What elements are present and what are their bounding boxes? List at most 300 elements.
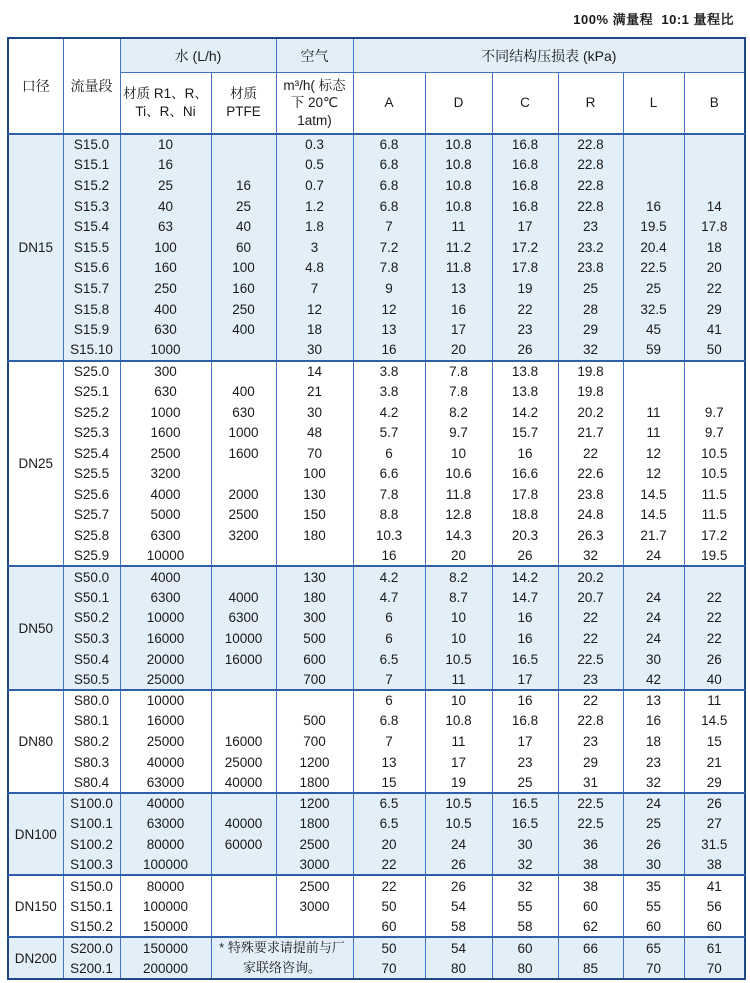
cell-pressure-b: 29 bbox=[684, 772, 745, 793]
cell-pressure-d: 24 bbox=[425, 834, 492, 855]
cell-pressure-c: 32 bbox=[492, 855, 558, 876]
cell-water-metal: 630 bbox=[120, 381, 211, 402]
cell-pressure-c: 20.3 bbox=[492, 525, 558, 546]
cell-pressure-b: 10.5 bbox=[684, 443, 745, 464]
cell-pressure-l: 21.7 bbox=[623, 525, 684, 546]
cell-pressure-d: 11 bbox=[425, 669, 492, 690]
cell-water-ptfe: 400 bbox=[211, 319, 276, 340]
cell-pressure-l: 24 bbox=[623, 628, 684, 649]
cell-pressure-a: 4.7 bbox=[353, 587, 425, 608]
cell-pressure-b bbox=[684, 566, 745, 587]
cell-pressure-c: 16.5 bbox=[492, 649, 558, 670]
cell-pressure-b: 11.5 bbox=[684, 505, 745, 526]
cell-flow-segment: S15.1 bbox=[63, 155, 120, 176]
cell-water-ptfe bbox=[211, 855, 276, 876]
cell-water-metal: 100000 bbox=[120, 855, 211, 876]
cell-pressure-b: 29 bbox=[684, 299, 745, 320]
cell-pressure-b: 27 bbox=[684, 814, 745, 835]
header-pressure-col-a: A bbox=[353, 73, 425, 135]
cell-pressure-r: 22.5 bbox=[558, 793, 623, 814]
cell-pressure-l: 24 bbox=[623, 587, 684, 608]
cell-pressure-d: 26 bbox=[425, 855, 492, 876]
cell-water-metal: 3200 bbox=[120, 464, 211, 485]
cell-pressure-r: 22 bbox=[558, 608, 623, 629]
cell-air: 30 bbox=[276, 340, 353, 361]
cell-water-ptfe: 25 bbox=[211, 196, 276, 217]
cell-pressure-a: 50 bbox=[353, 937, 425, 958]
cell-pressure-b: 60 bbox=[684, 917, 745, 938]
cell-pressure-a: 70 bbox=[353, 958, 425, 979]
cell-pressure-c: 58 bbox=[492, 917, 558, 938]
cell-pressure-a: 7 bbox=[353, 216, 425, 237]
table-row-s150-1 bbox=[8, 896, 745, 917]
cell-flow-segment: S150.2 bbox=[63, 917, 120, 938]
cell-pressure-b: 14 bbox=[684, 196, 745, 217]
cell-pressure-c: 16 bbox=[492, 628, 558, 649]
cell-pressure-b: 41 bbox=[684, 875, 745, 896]
cell-water-ptfe: 6300 bbox=[211, 608, 276, 629]
cell-water-metal: 16 bbox=[120, 155, 211, 176]
cell-flow-segment: S15.2 bbox=[63, 175, 120, 196]
table-row-s15-5 bbox=[8, 237, 745, 258]
cell-pressure-b: 11.5 bbox=[684, 484, 745, 505]
cell-pressure-d: 10.6 bbox=[425, 464, 492, 485]
cell-pressure-c: 18.8 bbox=[492, 505, 558, 526]
cell-pressure-d: 80 bbox=[425, 958, 492, 979]
cell-flow-segment: S25.0 bbox=[63, 361, 120, 382]
cell-pressure-l: 30 bbox=[623, 855, 684, 876]
cell-pressure-r: 22.8 bbox=[558, 196, 623, 217]
cell-pressure-l: 11 bbox=[623, 422, 684, 443]
cell-pressure-r: 22.6 bbox=[558, 464, 623, 485]
cell-pressure-c: 15.7 bbox=[492, 422, 558, 443]
cell-pressure-l bbox=[623, 566, 684, 587]
cell-pressure-c: 22 bbox=[492, 299, 558, 320]
cell-pressure-a: 7 bbox=[353, 669, 425, 690]
cell-pressure-a: 7.8 bbox=[353, 484, 425, 505]
cell-flow-segment: S100.3 bbox=[63, 855, 120, 876]
cell-water-metal: 100 bbox=[120, 237, 211, 258]
cell-air: 2500 bbox=[276, 834, 353, 855]
cell-flow-segment: S100.1 bbox=[63, 814, 120, 835]
cell-air: 70 bbox=[276, 443, 353, 464]
cell-pressure-c: 16.8 bbox=[492, 196, 558, 217]
cell-pressure-l: 24 bbox=[623, 608, 684, 629]
cell-flow-segment: S15.4 bbox=[63, 216, 120, 237]
cell-air: 150 bbox=[276, 505, 353, 526]
cell-pressure-c: 32 bbox=[492, 875, 558, 896]
cell-pressure-l: 42 bbox=[623, 669, 684, 690]
cell-water-ptfe: 60 bbox=[211, 237, 276, 258]
cell-pressure-a: 60 bbox=[353, 917, 425, 938]
cell-pressure-r: 31 bbox=[558, 772, 623, 793]
cell-pressure-l: 45 bbox=[623, 319, 684, 340]
cell-pressure-a: 16 bbox=[353, 340, 425, 361]
cell-pressure-c: 14.2 bbox=[492, 566, 558, 587]
cell-pressure-c: 13.8 bbox=[492, 381, 558, 402]
cell-water-metal: 150000 bbox=[120, 917, 211, 938]
table-row-s100-0 bbox=[8, 793, 745, 814]
header-air-group: 空气 bbox=[276, 38, 353, 73]
table-row-s15-1 bbox=[8, 155, 745, 176]
cell-pressure-r: 26.3 bbox=[558, 525, 623, 546]
cell-pressure-a: 10.3 bbox=[353, 525, 425, 546]
cell-pressure-a: 6.8 bbox=[353, 196, 425, 217]
cell-flow-segment: S25.5 bbox=[63, 464, 120, 485]
cell-water-metal: 2500 bbox=[120, 443, 211, 464]
flow-spec-table bbox=[7, 37, 746, 980]
cell-air: 1800 bbox=[276, 772, 353, 793]
cell-air: 0.7 bbox=[276, 175, 353, 196]
cell-pressure-b: 61 bbox=[684, 937, 745, 958]
cell-water-metal: 25 bbox=[120, 175, 211, 196]
cell-pressure-r: 23.8 bbox=[558, 258, 623, 279]
cell-pressure-r: 22.8 bbox=[558, 134, 623, 155]
cell-pressure-r: 32 bbox=[558, 546, 623, 567]
cell-pressure-d: 16 bbox=[425, 299, 492, 320]
cell-flow-segment: S80.2 bbox=[63, 731, 120, 752]
cell-pressure-a: 6.8 bbox=[353, 711, 425, 732]
table-row-s50-5 bbox=[8, 669, 745, 690]
cell-air: 3000 bbox=[276, 855, 353, 876]
table-row-s50-1 bbox=[8, 587, 745, 608]
cell-flow-segment: S15.5 bbox=[63, 237, 120, 258]
cell-pressure-r: 22.5 bbox=[558, 814, 623, 835]
cell-pressure-c: 17.2 bbox=[492, 237, 558, 258]
cell-air: 21 bbox=[276, 381, 353, 402]
table-row-s150-0 bbox=[8, 875, 745, 896]
cell-air bbox=[276, 690, 353, 711]
cell-water-ptfe bbox=[211, 793, 276, 814]
cell-water-metal: 6300 bbox=[120, 587, 211, 608]
cell-pressure-r: 22.5 bbox=[558, 649, 623, 670]
cell-water-ptfe bbox=[211, 546, 276, 567]
cell-air: 700 bbox=[276, 731, 353, 752]
cell-pressure-r: 62 bbox=[558, 917, 623, 938]
table-row-s80-0 bbox=[8, 690, 745, 711]
cell-pressure-c: 16 bbox=[492, 690, 558, 711]
table-row-s80-2 bbox=[8, 731, 745, 752]
table-row-s100-1 bbox=[8, 814, 745, 835]
cell-pressure-b: 40 bbox=[684, 669, 745, 690]
header-diameter: 口径 bbox=[8, 38, 63, 134]
cell-water-ptfe: 2000 bbox=[211, 484, 276, 505]
cell-air: 1800 bbox=[276, 814, 353, 835]
cell-pressure-c: 16.8 bbox=[492, 175, 558, 196]
cell-air: 130 bbox=[276, 566, 353, 587]
cell-pressure-b: 26 bbox=[684, 793, 745, 814]
cell-pressure-d: 10.8 bbox=[425, 196, 492, 217]
cell-pressure-d: 11 bbox=[425, 216, 492, 237]
table-row-s15-10 bbox=[8, 340, 745, 361]
cell-pressure-d: 10.5 bbox=[425, 649, 492, 670]
cell-flow-segment: S25.2 bbox=[63, 402, 120, 423]
cell-flow-segment: S25.3 bbox=[63, 422, 120, 443]
cell-pressure-b: 20 bbox=[684, 258, 745, 279]
cell-pressure-d: 10.8 bbox=[425, 711, 492, 732]
cell-water-ptfe bbox=[211, 361, 276, 382]
cell-pressure-c: 13.8 bbox=[492, 361, 558, 382]
cell-pressure-l: 23 bbox=[623, 752, 684, 773]
cell-water-ptfe bbox=[211, 711, 276, 732]
cell-pressure-l: 14.5 bbox=[623, 484, 684, 505]
cell-air: 18 bbox=[276, 319, 353, 340]
cell-pressure-a: 22 bbox=[353, 855, 425, 876]
table-row-s15-3 bbox=[8, 196, 745, 217]
cell-air bbox=[276, 917, 353, 938]
cell-pressure-d: 9.7 bbox=[425, 422, 492, 443]
table-row-s15-7 bbox=[8, 278, 745, 299]
cell-pressure-r: 29 bbox=[558, 752, 623, 773]
cell-flow-segment: S50.5 bbox=[63, 669, 120, 690]
cell-pressure-b: 19.5 bbox=[684, 546, 745, 567]
cell-pressure-a: 8.8 bbox=[353, 505, 425, 526]
cell-pressure-r: 22 bbox=[558, 628, 623, 649]
cell-flow-segment: S50.2 bbox=[63, 608, 120, 629]
cell-pressure-l: 25 bbox=[623, 814, 684, 835]
cell-pressure-a: 7.8 bbox=[353, 258, 425, 279]
cell-flow-segment: S50.0 bbox=[63, 566, 120, 587]
cell-water-metal: 63000 bbox=[120, 772, 211, 793]
cell-pressure-b bbox=[684, 361, 745, 382]
cell-flow-segment: S80.3 bbox=[63, 752, 120, 773]
cell-flow-segment: S100.2 bbox=[63, 834, 120, 855]
cell-pressure-a: 16 bbox=[353, 546, 425, 567]
cell-pressure-l: 16 bbox=[623, 196, 684, 217]
cell-water-metal: 80000 bbox=[120, 834, 211, 855]
cell-flow-segment: S15.7 bbox=[63, 278, 120, 299]
table-row-s15-4 bbox=[8, 216, 745, 237]
table-row-s25-7 bbox=[8, 505, 745, 526]
cell-flow-segment: S80.1 bbox=[63, 711, 120, 732]
cell-pressure-d: 58 bbox=[425, 917, 492, 938]
cell-diameter: DN25 bbox=[8, 361, 63, 567]
table-row-s25-0 bbox=[8, 361, 745, 382]
cell-pressure-l: 12 bbox=[623, 464, 684, 485]
cell-pressure-r: 23 bbox=[558, 731, 623, 752]
cell-pressure-b: 9.7 bbox=[684, 402, 745, 423]
cell-water-ptfe: 4000 bbox=[211, 587, 276, 608]
cell-pressure-d: 12.8 bbox=[425, 505, 492, 526]
table-row-s15-0 bbox=[8, 134, 745, 155]
cell-pressure-r: 22.8 bbox=[558, 711, 623, 732]
cell-water-metal: 100000 bbox=[120, 896, 211, 917]
header-pressure-col-b: B bbox=[684, 73, 745, 135]
cell-water-ptfe: 400 bbox=[211, 381, 276, 402]
cell-pressure-d: 10 bbox=[425, 443, 492, 464]
cell-pressure-b: 56 bbox=[684, 896, 745, 917]
header-pressure-col-r: R bbox=[558, 73, 623, 135]
cell-pressure-c: 16.5 bbox=[492, 793, 558, 814]
cell-water-ptfe: 25000 bbox=[211, 752, 276, 773]
cell-pressure-r: 19.8 bbox=[558, 381, 623, 402]
cell-pressure-a: 5.7 bbox=[353, 422, 425, 443]
cell-pressure-r: 22.8 bbox=[558, 155, 623, 176]
cell-pressure-a: 7 bbox=[353, 731, 425, 752]
table-row-s50-2 bbox=[8, 608, 745, 629]
cell-water-metal: 16000 bbox=[120, 711, 211, 732]
cell-flow-segment: S15.6 bbox=[63, 258, 120, 279]
cell-water-ptfe: 2500 bbox=[211, 505, 276, 526]
cell-pressure-l: 32.5 bbox=[623, 299, 684, 320]
cell-pressure-b: 41 bbox=[684, 319, 745, 340]
cell-flow-segment: S150.0 bbox=[63, 875, 120, 896]
cell-water-ptfe: 40000 bbox=[211, 772, 276, 793]
cell-air: 3 bbox=[276, 237, 353, 258]
cell-pressure-l: 18 bbox=[623, 731, 684, 752]
cell-pressure-d: 8.2 bbox=[425, 566, 492, 587]
table-row-s100-3 bbox=[8, 855, 745, 876]
cell-pressure-c: 26 bbox=[492, 546, 558, 567]
cell-pressure-b: 22 bbox=[684, 278, 745, 299]
cell-pressure-a: 7.2 bbox=[353, 237, 425, 258]
cell-pressure-a: 6 bbox=[353, 443, 425, 464]
cell-flow-segment: S200.0 bbox=[63, 937, 120, 958]
cell-air: 600 bbox=[276, 649, 353, 670]
cell-diameter: DN15 bbox=[8, 134, 63, 361]
table-row-s150-2 bbox=[8, 917, 745, 938]
cell-pressure-a: 6 bbox=[353, 628, 425, 649]
header-flow-segment: 流量段 bbox=[63, 38, 120, 134]
cell-pressure-c: 55 bbox=[492, 896, 558, 917]
cell-pressure-c: 17 bbox=[492, 731, 558, 752]
cell-pressure-a: 4.2 bbox=[353, 566, 425, 587]
cell-pressure-r: 19.8 bbox=[558, 361, 623, 382]
table-row-s15-2 bbox=[8, 175, 745, 196]
cell-pressure-d: 10.8 bbox=[425, 134, 492, 155]
cell-air: 180 bbox=[276, 525, 353, 546]
cell-pressure-l: 20.4 bbox=[623, 237, 684, 258]
cell-water-metal: 250 bbox=[120, 278, 211, 299]
cell-water-ptfe: 16000 bbox=[211, 649, 276, 670]
cell-pressure-a: 6.5 bbox=[353, 649, 425, 670]
cell-air bbox=[276, 546, 353, 567]
header-air-unit: m³/h( 标态下 20℃ 1atm) bbox=[276, 73, 353, 135]
cell-pressure-b: 10.5 bbox=[684, 464, 745, 485]
cell-pressure-r: 32 bbox=[558, 340, 623, 361]
cell-pressure-a: 20 bbox=[353, 834, 425, 855]
cell-pressure-a: 6.8 bbox=[353, 134, 425, 155]
cell-air: 48 bbox=[276, 422, 353, 443]
cell-pressure-l: 12 bbox=[623, 443, 684, 464]
cell-pressure-a: 6 bbox=[353, 608, 425, 629]
cell-pressure-d: 20 bbox=[425, 546, 492, 567]
cell-pressure-c: 16.8 bbox=[492, 711, 558, 732]
table-row-s80-4 bbox=[8, 772, 745, 793]
cell-pressure-a: 6.8 bbox=[353, 175, 425, 196]
cell-pressure-d: 14.3 bbox=[425, 525, 492, 546]
cell-water-metal: 630 bbox=[120, 319, 211, 340]
cell-pressure-d: 10 bbox=[425, 690, 492, 711]
cell-water-metal: 10000 bbox=[120, 546, 211, 567]
cell-pressure-d: 10 bbox=[425, 608, 492, 629]
table-row-s100-2 bbox=[8, 834, 745, 855]
cell-water-metal: 150000 bbox=[120, 937, 211, 958]
cell-water-metal: 40000 bbox=[120, 752, 211, 773]
cell-pressure-r: 21.7 bbox=[558, 422, 623, 443]
cell-air: 30 bbox=[276, 402, 353, 423]
cell-pressure-a: 12 bbox=[353, 299, 425, 320]
cell-pressure-r: 22.8 bbox=[558, 175, 623, 196]
cell-water-ptfe: 16 bbox=[211, 175, 276, 196]
cell-water-ptfe: 160 bbox=[211, 278, 276, 299]
cell-pressure-l: 59 bbox=[623, 340, 684, 361]
cell-pressure-l: 70 bbox=[623, 958, 684, 979]
cell-water-ptfe: 16000 bbox=[211, 731, 276, 752]
cell-pressure-l: 25 bbox=[623, 278, 684, 299]
cell-air: 12 bbox=[276, 299, 353, 320]
cell-pressure-b: 31.5 bbox=[684, 834, 745, 855]
cell-flow-segment: S25.6 bbox=[63, 484, 120, 505]
cell-pressure-l: 30 bbox=[623, 649, 684, 670]
cell-water-ptfe bbox=[211, 464, 276, 485]
cell-pressure-a: 9 bbox=[353, 278, 425, 299]
cell-flow-segment: S15.8 bbox=[63, 299, 120, 320]
cell-pressure-d: 8.2 bbox=[425, 402, 492, 423]
cell-pressure-l: 65 bbox=[623, 937, 684, 958]
cell-pressure-c: 30 bbox=[492, 834, 558, 855]
cell-flow-segment: S50.1 bbox=[63, 587, 120, 608]
table-row-s200-0 bbox=[8, 937, 745, 958]
cell-pressure-l: 13 bbox=[623, 690, 684, 711]
cell-pressure-r: 66 bbox=[558, 937, 623, 958]
cell-pressure-a: 13 bbox=[353, 319, 425, 340]
cell-pressure-l: 32 bbox=[623, 772, 684, 793]
cell-pressure-l: 24 bbox=[623, 546, 684, 567]
cell-water-ptfe bbox=[211, 875, 276, 896]
cell-pressure-d: 10 bbox=[425, 628, 492, 649]
cell-water-metal: 400 bbox=[120, 299, 211, 320]
cell-pressure-c: 14.7 bbox=[492, 587, 558, 608]
table-row-s200-1 bbox=[8, 958, 745, 979]
cell-pressure-r: 23.8 bbox=[558, 484, 623, 505]
cell-pressure-a: 22 bbox=[353, 875, 425, 896]
cell-pressure-b: 9.7 bbox=[684, 422, 745, 443]
cell-pressure-c: 17.8 bbox=[492, 484, 558, 505]
cell-pressure-b bbox=[684, 175, 745, 196]
cell-pressure-b bbox=[684, 134, 745, 155]
cell-air: 14 bbox=[276, 361, 353, 382]
cell-air: 7 bbox=[276, 278, 353, 299]
cell-air: 3000 bbox=[276, 896, 353, 917]
cell-water-metal: 63000 bbox=[120, 814, 211, 835]
cell-pressure-r: 22 bbox=[558, 443, 623, 464]
cell-pressure-d: 11 bbox=[425, 731, 492, 752]
cell-pressure-l: 11 bbox=[623, 402, 684, 423]
cell-water-ptfe bbox=[211, 340, 276, 361]
header-pressure-group: 不同结构压损表 (kPa) bbox=[353, 38, 745, 73]
cell-pressure-a: 15 bbox=[353, 772, 425, 793]
cell-pressure-c: 60 bbox=[492, 937, 558, 958]
cell-pressure-l: 24 bbox=[623, 793, 684, 814]
cell-water-metal: 300 bbox=[120, 361, 211, 382]
cell-pressure-r: 38 bbox=[558, 855, 623, 876]
cell-water-ptfe: 1600 bbox=[211, 443, 276, 464]
cell-air: 0.5 bbox=[276, 155, 353, 176]
cell-pressure-d: 26 bbox=[425, 875, 492, 896]
cell-air: 4.8 bbox=[276, 258, 353, 279]
cell-pressure-a: 3.8 bbox=[353, 361, 425, 382]
table-row-s50-4 bbox=[8, 649, 745, 670]
cell-flow-segment: S15.3 bbox=[63, 196, 120, 217]
cell-pressure-d: 10.8 bbox=[425, 155, 492, 176]
range-note: 100% 满量程 10:1 量程比 bbox=[573, 12, 734, 27]
cell-pressure-c: 16.6 bbox=[492, 464, 558, 485]
cell-water-ptfe: 40000 bbox=[211, 814, 276, 835]
cell-flow-segment: S150.1 bbox=[63, 896, 120, 917]
cell-pressure-c: 14.2 bbox=[492, 402, 558, 423]
cell-pressure-d: 11.2 bbox=[425, 237, 492, 258]
